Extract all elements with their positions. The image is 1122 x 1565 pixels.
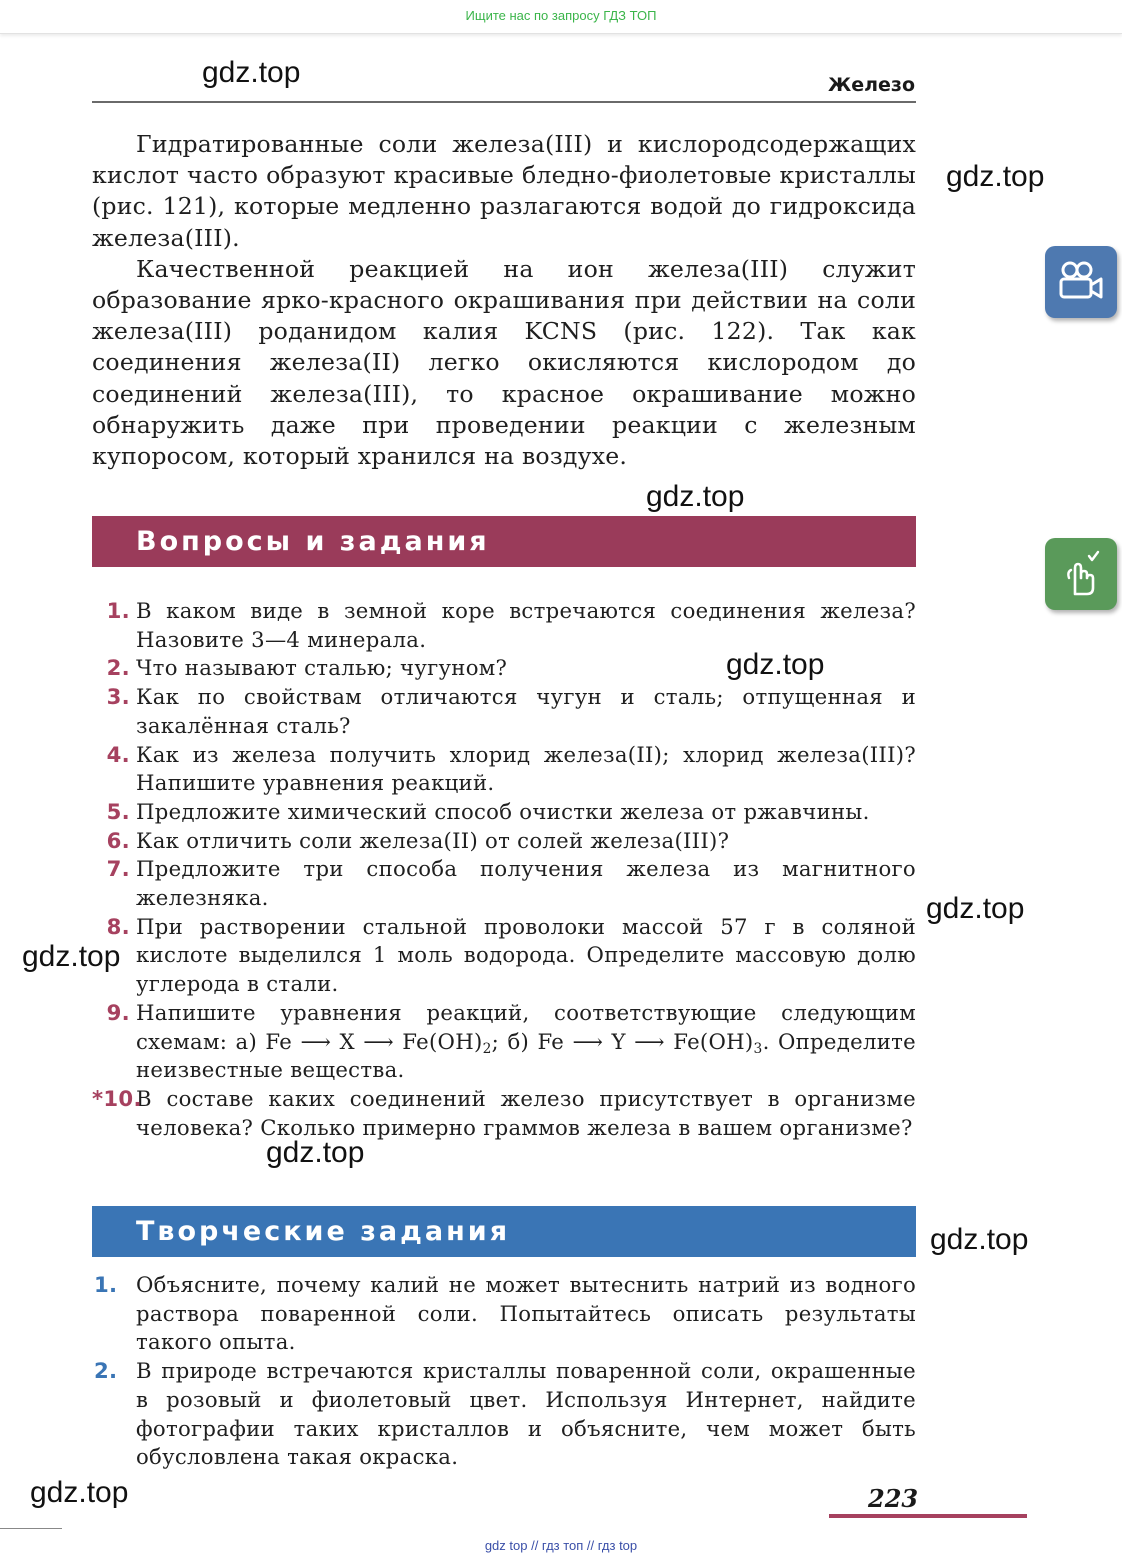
footer-text: gdz top // гдз топ // гдз top [484, 1538, 638, 1553]
item-text: В природе встречаются кристаллы поваренной соли, окрашенные в розовый и фиолетовый цвет. Используя Интернет, найдите фотографии таких кристаллов и объясните, чем может быть обусловлена такая окраска. [136, 1358, 916, 1470]
item-text-part: Напишите уравнения реакций, соответствующие следующим схемам: а) Fe ⟶ X ⟶ Fe(OH) [136, 999, 916, 1054]
item-text: В каком виде в земной коре встречаются соединения железа? Назовите 3—4 минерала. [136, 598, 916, 652]
item-number: 1. [94, 1272, 118, 1297]
item-text: При растворении стальной проволоки массой 57 г в соляной кислоте выделился 1 моль водорода. Определите массовую долю углерода в стали. [136, 913, 916, 997]
watermark: gdz.top [202, 56, 301, 89]
creative-section-title: Творческие задания [92, 1206, 916, 1257]
questions-section-title: Вопросы и задания [92, 516, 916, 567]
item-number: 2. [106, 655, 130, 681]
touch-button[interactable] [1045, 538, 1117, 610]
watermark: gdz.top [930, 1223, 1029, 1256]
item-text: Как отличить соли железа(II) от солей железа(III)? [136, 827, 730, 853]
header-rule [92, 101, 916, 103]
item-text-part: . Определите неизвестные вещества. [136, 1028, 916, 1083]
touch-hand-icon [1055, 548, 1107, 600]
item-text-part: ; б) Fe ⟶ Y ⟶ Fe(OH) [491, 1028, 754, 1054]
corner-rule [0, 1528, 62, 1529]
video-camera-icon [1055, 256, 1107, 308]
item-number: 4. [106, 741, 130, 767]
list-item [92, 827, 916, 856]
top-banner: Ищите нас по запросу ГДЗ ТОП [0, 0, 1122, 34]
watermark: gdz.top [926, 892, 1025, 925]
item-number: *10. [92, 1085, 142, 1111]
item-number: 7. [106, 856, 130, 882]
watermark: gdz.top [266, 1136, 365, 1169]
item-text: Как по свойствам отличаются чугун и сталь; отпущенная и закалённая сталь? [136, 684, 916, 738]
item-number: 3. [106, 684, 130, 710]
running-head: Железо [827, 74, 915, 96]
watermark: gdz.top [946, 160, 1045, 193]
intro-paragraph: Качественной реакцией на ион железа(III) служит образование ярко-красного окрашивания при действии на соли железа(III) роданидом калия KCNS (рис. 122). Так как соединения железа(II) легко окисляются кислородом до соединений железа(III), то красное окрашивание можно обнаружить даже при проведении реакции с железным купоросом, который хранился на воздухе. [92, 254, 916, 471]
subscript: 3 [753, 1040, 763, 1057]
list-item [92, 1357, 916, 1472]
list-item [92, 1271, 916, 1357]
item-number: 2. [94, 1358, 118, 1384]
list-item [92, 855, 916, 912]
item-text: Что называют сталью; чугуном? [136, 655, 508, 681]
page-number-rule [829, 1514, 1027, 1518]
item-text: Предложите химический способ очистки железа от ржавчины. [136, 798, 870, 824]
item-text: В составе каких соединений железо присутствует в организме человека? Сколько примерно граммов железа в вашем организме? [136, 1085, 916, 1140]
list-item [92, 999, 916, 1085]
page-number: 223 [868, 1484, 919, 1513]
list-item [92, 1085, 916, 1142]
item-number: 1. [106, 598, 130, 623]
list-item [92, 913, 916, 999]
creative-list [92, 1271, 916, 1472]
item-number: 9. [106, 999, 130, 1025]
item-text: Как из железа получить хлорид железа(II); хлорид железа(III)? Напишите уравнения реакций. [136, 741, 916, 796]
watermark: gdz.top [30, 1476, 129, 1509]
list-item [92, 597, 916, 654]
item-number: 5. [106, 798, 130, 824]
video-button[interactable] [1045, 246, 1117, 318]
intro-paragraph: Гидратированные соли железа(III) и кислородсодержащих кислот часто образуют красивые бледно-фиолетовые кристаллы (рис. 121), которые медленно разлагаются водой до гидроксида железа(III). [92, 130, 916, 252]
item-text [136, 1000, 916, 1082]
subscript: 2 [482, 1040, 492, 1057]
intro-text [92, 129, 916, 472]
watermark: gdz.top [646, 480, 745, 513]
list-item [92, 741, 916, 798]
item-text: Объясните, почему калий не может вытеснить натрий из водного раствора поваренной соли. Попытайтесь описать результаты такого опыта. [136, 1272, 916, 1355]
item-number: 6. [106, 827, 130, 853]
item-number: 8. [106, 913, 130, 939]
item-text: Предложите три способа получения железа из магнитного железняка. [136, 856, 916, 911]
watermark: gdz.top [22, 940, 121, 973]
watermark: gdz.top [726, 648, 825, 681]
list-item [92, 798, 916, 827]
list-item [92, 683, 916, 740]
